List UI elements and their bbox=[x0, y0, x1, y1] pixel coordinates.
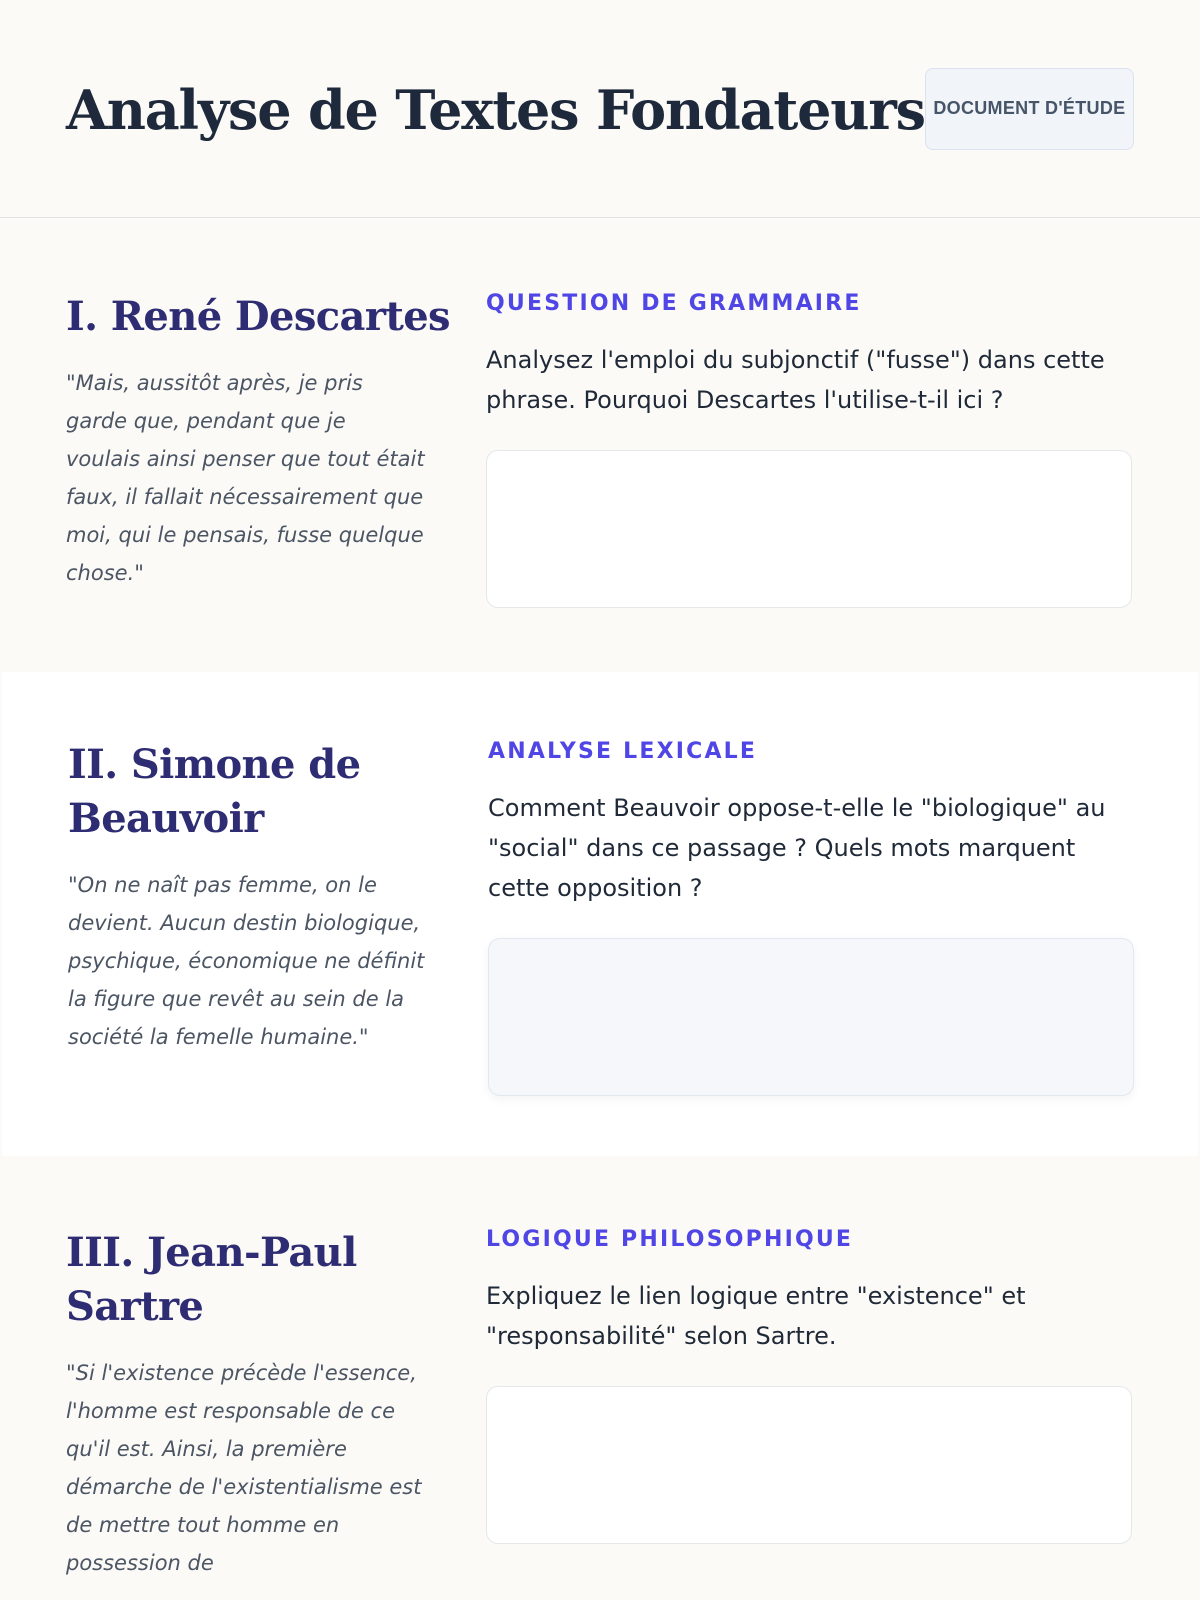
text-column bbox=[66, 290, 486, 670]
author-heading: II. Simone de Beauvoir bbox=[68, 741, 361, 842]
answer-field[interactable] bbox=[488, 938, 1134, 1096]
question-text: Comment Beauvoir oppose-t-elle le "biologique" au "social" dans ce passage ? Quels mots marquent cette opposition ? bbox=[488, 794, 1106, 902]
question-text: Analysez l'emploi du subjonctif ("fusse") dans cette phrase. Pourquoi Descartes l'utilise-t-il ici ? bbox=[486, 346, 1105, 414]
question-column bbox=[488, 738, 1134, 1156]
quote-text: "On ne naît pas femme, on le devient. Aucun destin biologique, psychique, économique ne définit la figure que revêt au sein de la société la femelle humaine." bbox=[68, 873, 425, 1049]
page-header bbox=[0, 0, 1200, 218]
question-text: Expliquez le lien logique entre "existence" et "responsabilité" selon Sartre. bbox=[486, 1282, 1026, 1350]
section-beauvoir bbox=[2, 672, 1198, 1156]
section-descartes bbox=[0, 218, 1200, 670]
question-column bbox=[486, 1226, 1132, 1600]
author-heading: III. Jean-Paul Sartre bbox=[66, 1229, 357, 1330]
question-label: ANALYSE LEXICALE bbox=[488, 739, 758, 764]
question-label: QUESTION DE GRAMMAIRE bbox=[486, 291, 862, 316]
document-badge: DOCUMENT D'ÉTUDE bbox=[925, 68, 1134, 150]
page-title: Analyse de Textes Fondateurs bbox=[66, 77, 925, 142]
section-sartre bbox=[0, 1156, 1200, 1600]
text-column bbox=[66, 1226, 486, 1600]
quote-text: "Mais, aussitôt après, je pris garde que, pendant que je voulais ainsi penser que tout était faux, il fallait nécessairement que moi, qui le pensais, fusse quelque chose." bbox=[66, 371, 425, 585]
text-column bbox=[68, 738, 488, 1156]
answer-field[interactable] bbox=[486, 1386, 1132, 1544]
question-column bbox=[486, 290, 1132, 670]
quote-text: "Si l'existence précède l'essence, l'homme est responsable de ce qu'il est. Ainsi, la première démarche de l'existentialisme est de mettre tout homme en possession de bbox=[66, 1361, 422, 1575]
question-label: LOGIQUE PHILOSOPHIQUE bbox=[486, 1227, 854, 1252]
answer-field[interactable] bbox=[486, 450, 1132, 608]
author-heading: I. René Descartes bbox=[66, 293, 450, 340]
